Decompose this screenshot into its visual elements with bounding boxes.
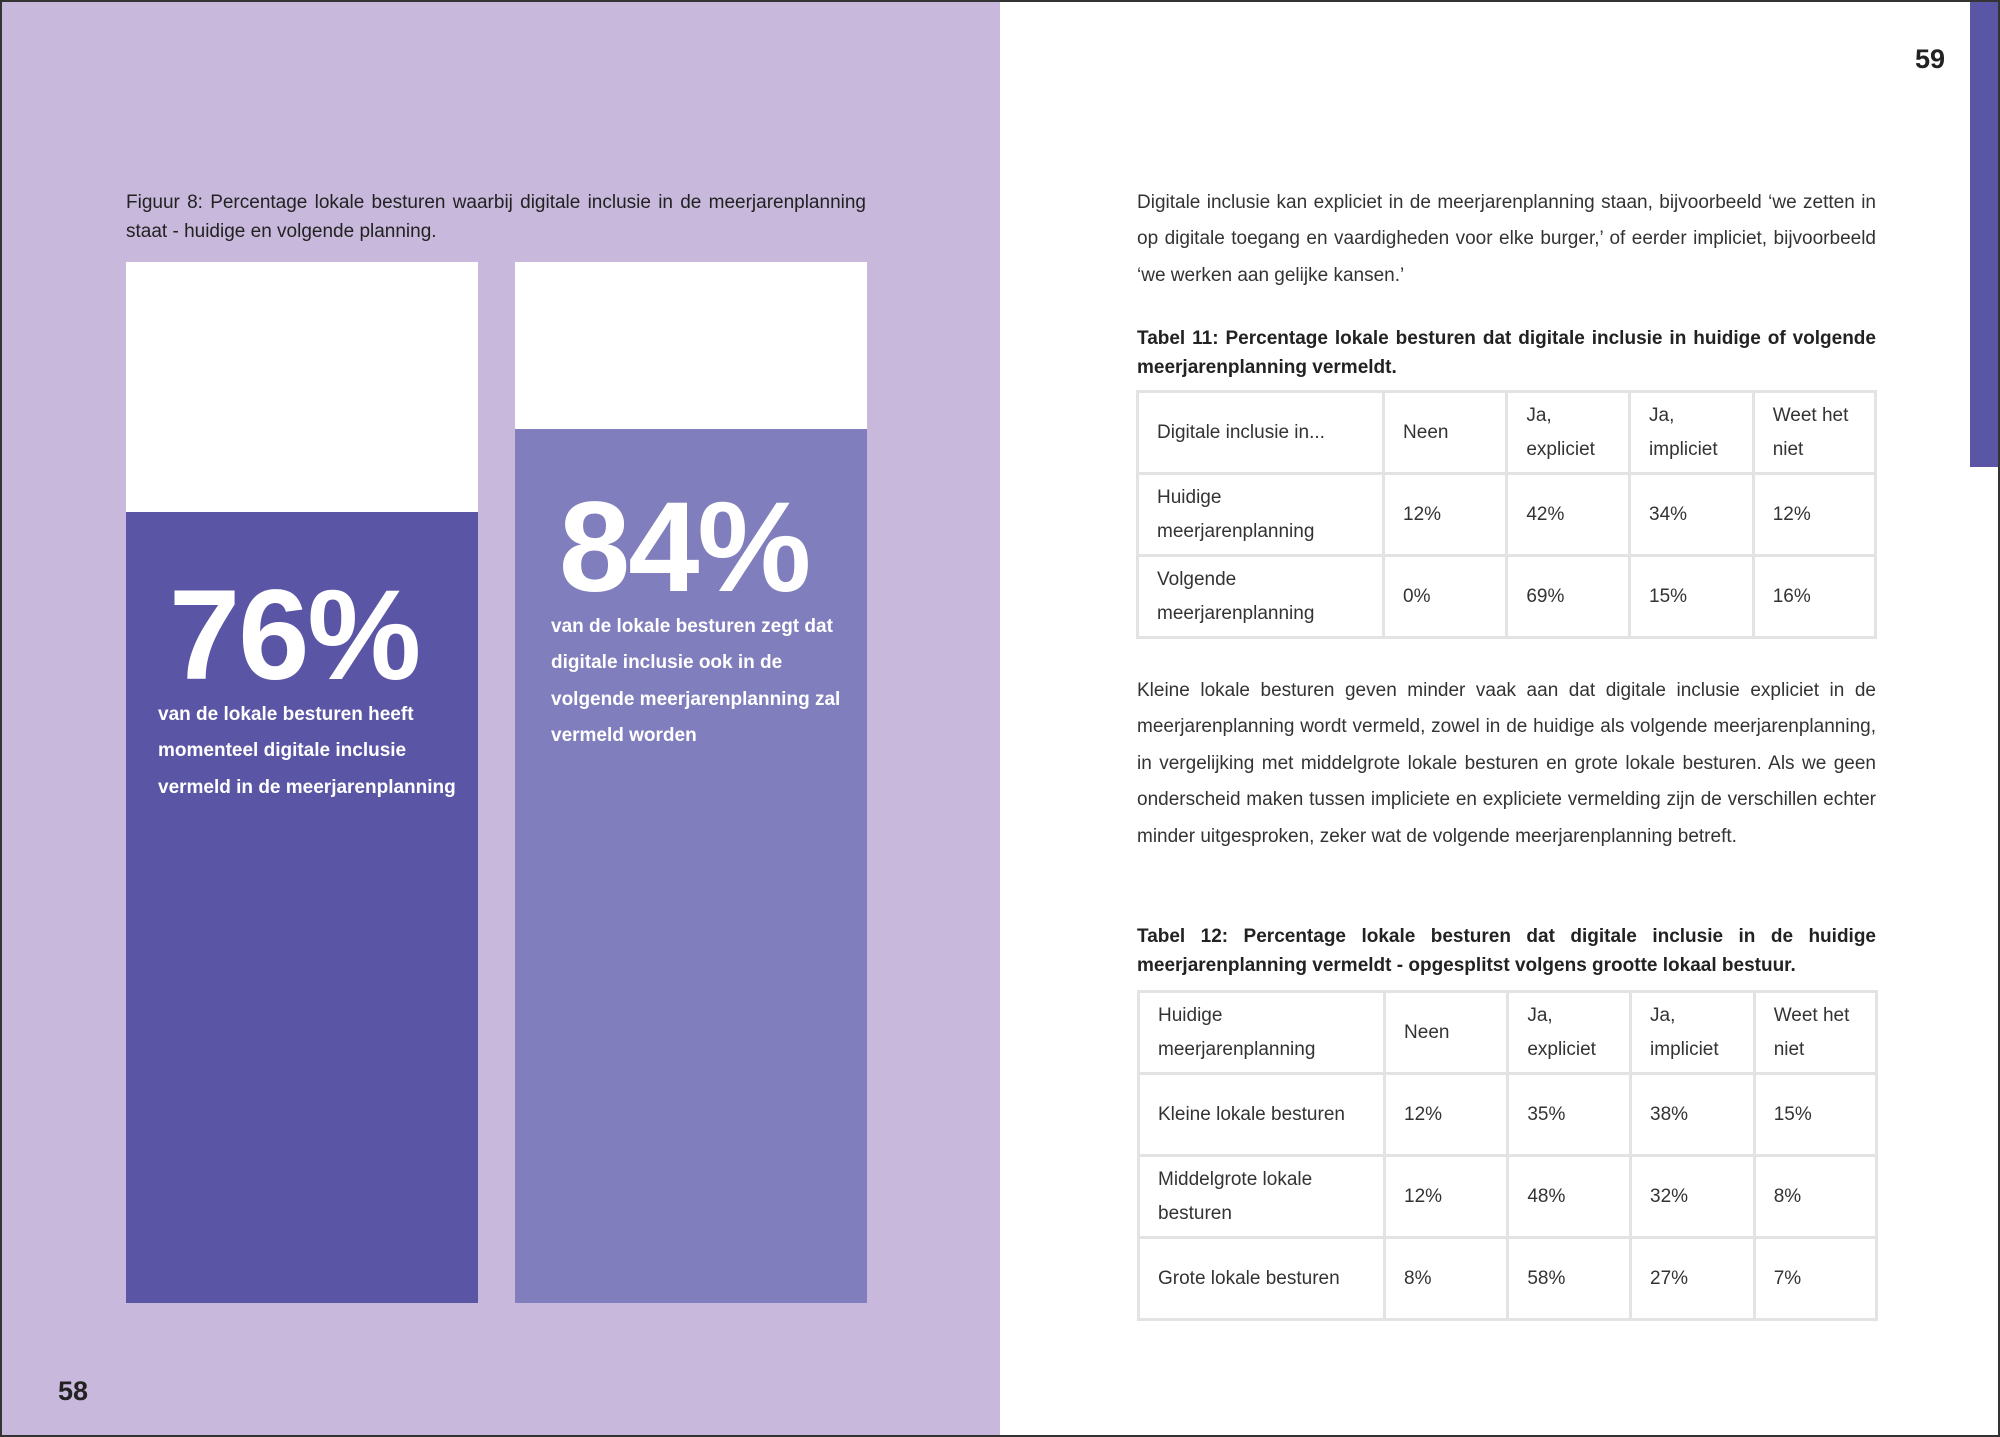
table-cell: 12% — [1385, 1074, 1508, 1156]
table-cell: 38% — [1631, 1074, 1755, 1156]
table-cell: 7% — [1754, 1238, 1876, 1320]
table-cell: 0% — [1384, 556, 1507, 638]
table-cell: 35% — [1508, 1074, 1631, 1156]
table-cell: 58% — [1508, 1238, 1631, 1320]
percentage-description-current: van de lokale besturen heeft momenteel digitale inclusie vermeld in de meerjarenplanning — [158, 703, 456, 798]
bar-fill-next — [515, 429, 867, 1303]
table-cell: 8% — [1754, 1156, 1876, 1238]
table-cell: 12% — [1753, 474, 1875, 556]
bar-column-next — [515, 262, 867, 1303]
table-cell: 27% — [1631, 1238, 1755, 1320]
header-cell: Neen — [1384, 392, 1507, 474]
table-cell: 15% — [1630, 556, 1754, 638]
page-number-right: 59 — [1915, 44, 1946, 74]
table-row — [1138, 474, 1876, 556]
table-cell: 8% — [1385, 1238, 1508, 1320]
table-cell: 34% — [1630, 474, 1754, 556]
header-cell: Ja, expliciet — [1508, 992, 1631, 1074]
table-11 — [1136, 390, 1877, 639]
header-cell: Weet het niet — [1754, 992, 1876, 1074]
row-label-cell: Grote lokale besturen — [1139, 1238, 1385, 1320]
table-cell: 12% — [1385, 1156, 1508, 1238]
table-header-row — [1139, 992, 1877, 1074]
table-row — [1139, 1238, 1877, 1320]
table-cell: 12% — [1384, 474, 1507, 556]
comparison-paragraph: Kleine lokale besturen geven minder vaak aan dat digitale inclusie expliciet in de meerjarenplanning wordt vermeld, zowel in de huidige als volgende meerjarenplanning, in vergelijking met middelgrote lokale besturen en grote lokale besturen. Als we geen onderscheid maken tussen impliciete en expliciete vermelding zijn de verschillen echter minder uitgesproken, zeker wat de volgende meerjarenplanning betreft. — [1137, 680, 1876, 847]
header-cell: Ja, impliciet — [1630, 392, 1754, 474]
figure-caption: Figuur 8: Percentage lokale besturen waarbij digitale inclusie in de meerjarenplanning staat - huidige en volgende planning. — [126, 192, 866, 242]
table-row — [1139, 1156, 1877, 1238]
table-cell: 48% — [1508, 1156, 1631, 1238]
row-label-cell: Huidige meerjarenplanning — [1138, 474, 1384, 556]
percentage-value-current: 76% — [169, 563, 420, 707]
table-cell: 16% — [1753, 556, 1875, 638]
header-cell: Huidige meerjarenplanning — [1139, 992, 1385, 1074]
right-page — [1000, 0, 2000, 1437]
percentage-description-next: van de lokale besturen zegt dat digitale inclusie ook in de volgende meerjarenplanning zal vermeld worden — [551, 615, 841, 747]
header-cell: Ja, impliciet — [1631, 992, 1755, 1074]
table-row — [1138, 556, 1876, 638]
table-cell: 15% — [1754, 1074, 1876, 1156]
row-label-cell: Volgende meerjarenplanning — [1138, 556, 1384, 638]
percentage-value-next: 84% — [559, 475, 810, 619]
header-cell: Digitale inclusie in... — [1138, 392, 1384, 474]
table-11-caption: Tabel 11: Percentage lokale besturen dat digitale inclusie in huidige of volgende meerjarenplanning vermeldt. — [1137, 328, 1876, 378]
row-label-cell: Kleine lokale besturen — [1139, 1074, 1385, 1156]
header-cell: Weet het niet — [1753, 392, 1875, 474]
header-cell: Neen — [1385, 992, 1508, 1074]
table-12-caption: Tabel 12: Percentage lokale besturen dat digitale inclusie in de huidige meerjarenplanning vermeldt - opgesplitst volgens grootte lokaal bestuur. — [1137, 926, 1876, 976]
page-number-left: 58 — [58, 1376, 89, 1406]
table-cell: 69% — [1507, 556, 1630, 638]
table-row — [1139, 1074, 1877, 1156]
table-12 — [1137, 990, 1878, 1321]
bar-column-current — [126, 262, 478, 1303]
table-cell: 42% — [1507, 474, 1630, 556]
intro-paragraph: Digitale inclusie kan expliciet in de meerjarenplanning staan, bijvoorbeeld ‘we zetten in op digitale toegang en vaardigheden voor elke burger,’ of eerder impliciet, bijvoorbeeld ‘we werken aan gelijke kansen.’ — [1137, 192, 1876, 286]
accent-strip — [1970, 2, 1998, 467]
header-cell: Ja, expliciet — [1507, 392, 1630, 474]
table-header-row — [1138, 392, 1876, 474]
bar-fill-current — [126, 512, 478, 1303]
row-label-cell: Middelgrote lokale besturen — [1139, 1156, 1385, 1238]
table-cell: 32% — [1631, 1156, 1755, 1238]
